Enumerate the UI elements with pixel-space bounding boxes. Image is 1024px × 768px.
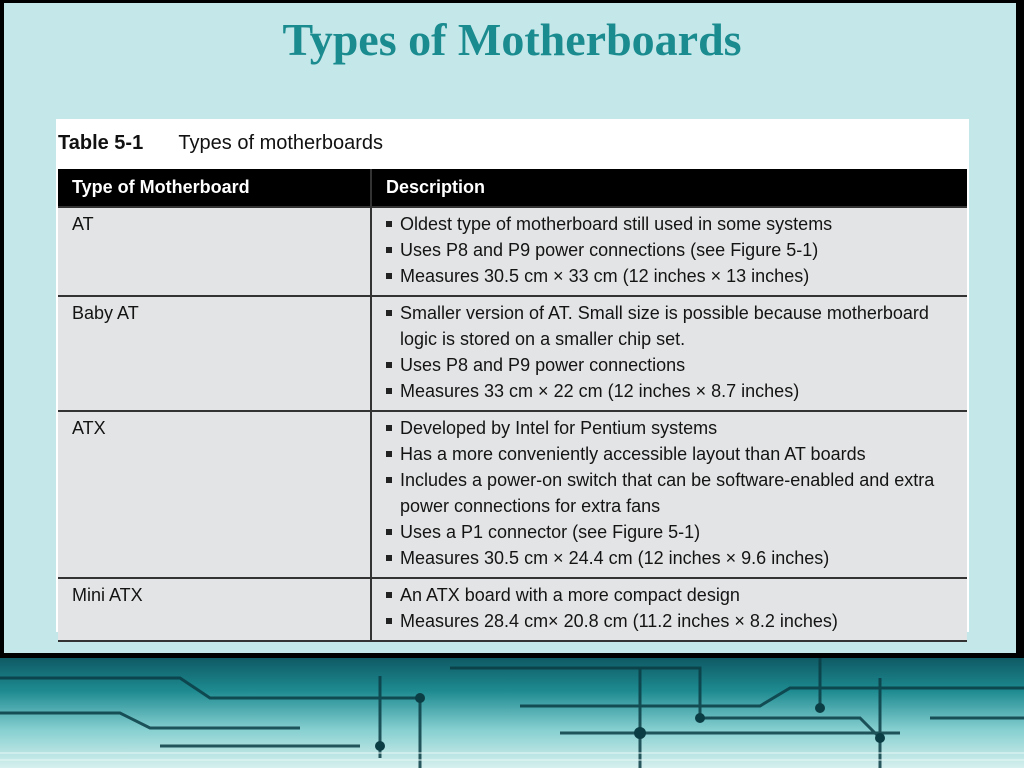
description-list xyxy=(384,300,961,404)
table-row xyxy=(58,578,967,641)
description-list xyxy=(384,211,961,289)
motherboard-type: Mini ATX xyxy=(58,578,371,641)
table-figure xyxy=(56,119,969,632)
description-item: Uses P8 and P9 power connections xyxy=(384,352,961,378)
description-item: Measures 30.5 cm × 33 cm (12 inches × 13 inches) xyxy=(384,263,961,289)
description-item: Measures 28.4 cm× 20.8 cm (11.2 inches × 8.2 inches) xyxy=(384,608,961,634)
column-header-description: Description xyxy=(371,169,967,207)
circuit-board-decoration xyxy=(0,658,1024,768)
description-cell xyxy=(371,296,967,411)
description-item: Uses P8 and P9 power connections (see Figure 5-1) xyxy=(384,237,961,263)
table-row xyxy=(58,296,967,411)
description-item: Includes a power-on switch that can be software-enabled and extra power connections for extra fans xyxy=(384,467,961,519)
description-item: Has a more conveniently accessible layout than AT boards xyxy=(384,441,961,467)
motherboard-type: AT xyxy=(58,207,371,296)
table-caption xyxy=(58,132,383,162)
table-header-row xyxy=(58,169,967,207)
description-item: Smaller version of AT. Small size is possible because motherboard logic is stored on a smaller chip set. xyxy=(384,300,961,352)
description-item: An ATX board with a more compact design xyxy=(384,582,961,608)
slide-title: Types of Motherboards xyxy=(282,14,742,65)
motherboard-table xyxy=(58,169,967,642)
motherboard-type: Baby AT xyxy=(58,296,371,411)
table-row xyxy=(58,411,967,578)
table-row xyxy=(58,207,967,296)
table-caption-number: Table 5-1 xyxy=(58,132,144,154)
description-item: Developed by Intel for Pentium systems xyxy=(384,415,961,441)
circuit-traces-graphic xyxy=(0,658,1024,768)
motherboard-type: ATX xyxy=(58,411,371,578)
description-cell xyxy=(371,207,967,296)
description-cell xyxy=(371,411,967,578)
description-item: Oldest type of motherboard still used in some systems xyxy=(384,211,961,237)
description-item: Uses a P1 connector (see Figure 5-1) xyxy=(384,519,961,545)
description-item: Measures 30.5 cm × 24.4 cm (12 inches × 9.6 inches) xyxy=(384,545,961,571)
description-cell xyxy=(371,578,967,641)
description-list xyxy=(384,415,961,571)
description-list xyxy=(384,582,961,634)
column-header-type: Type of Motherboard xyxy=(58,169,371,207)
table-caption-text: Types of motherboards xyxy=(178,132,383,154)
description-item: Measures 33 cm × 22 cm (12 inches × 8.7 inches) xyxy=(384,378,961,404)
